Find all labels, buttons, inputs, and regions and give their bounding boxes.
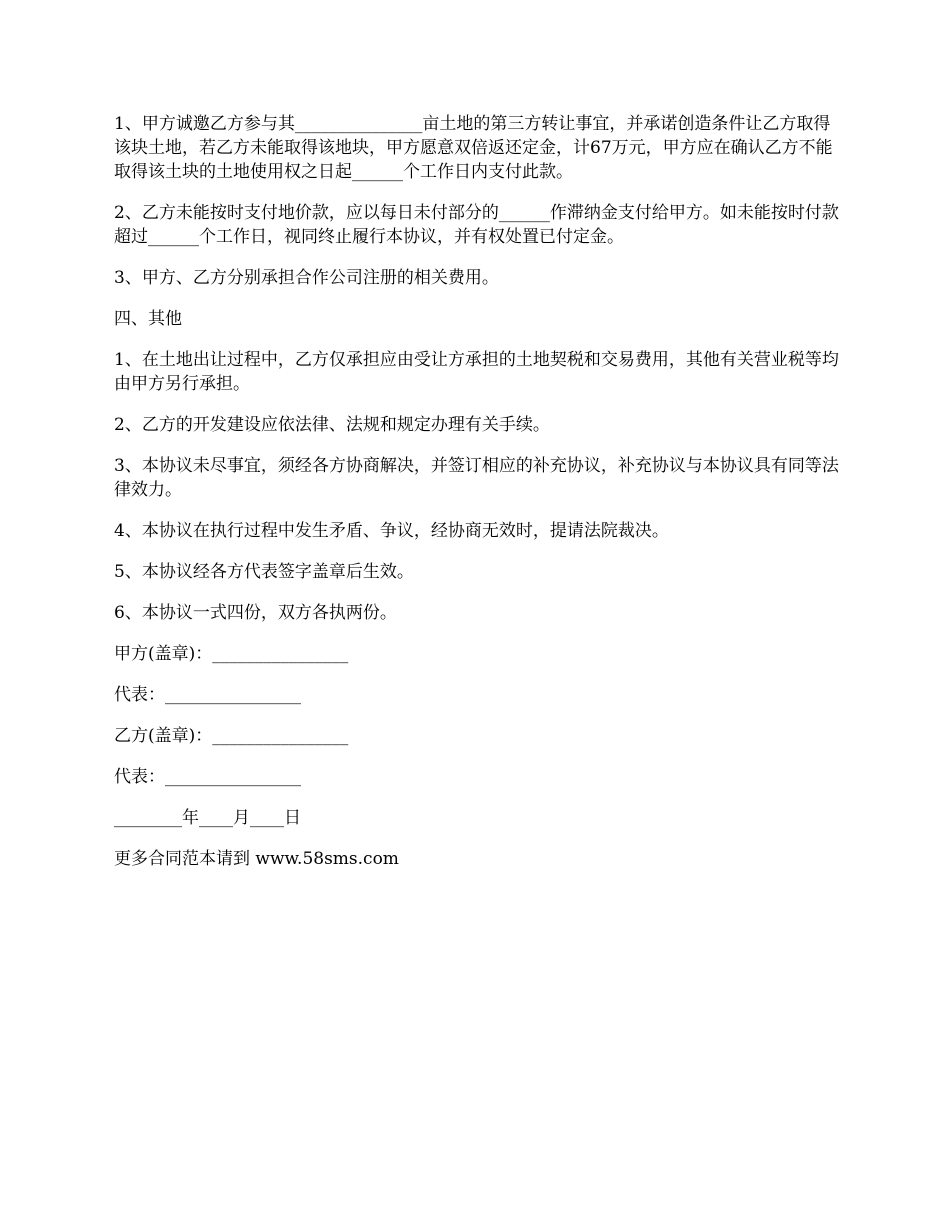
signature-rep-b: 代表：________________ — [114, 767, 301, 787]
section-4-heading: 四、其他 — [114, 309, 182, 329]
signature-party-b: 乙方(盖章)：________________ — [114, 726, 349, 746]
section-4-item-2: 2、乙方的开发建设应依法律、法规和规定办理有关手续。 — [114, 415, 550, 435]
clause-3-1: 1、甲方诚邀乙方参与其_______________亩土地的第三方转让事宜，并承诺创造条件让乙方取得该块土地，若乙方未能取得该地块，甲方愿意双倍返还定金，计67万元，甲方应在确认乙方不能取得该土块的土地使用权之日起______个工作日内支付此款。 — [114, 114, 833, 182]
section-4-item-6: 6、本协议一式四份，双方各执两份。 — [114, 603, 397, 623]
clause-3-3: 3、甲方、乙方分别承担合作公司注册的相关费用。 — [114, 268, 499, 288]
footer-more-link-text: 更多合同范本请到 www.58sms.com — [114, 849, 399, 869]
section-4-item-5: 5、本协议经各方代表签字盖章后生效。 — [114, 562, 414, 582]
signature-rep-a: 代表：________________ — [114, 685, 301, 705]
document-page — [114, 112, 844, 888]
section-4-item-4: 4、本协议在执行过程中发生矛盾、争议，经协商无效时，提请法院裁决。 — [114, 521, 669, 541]
clause-3-2: 2、乙方未能按时支付地价款，应以每日未付部分的______作滞纳金支付给甲方。如未能按时付款超过______个工作日，视同终止履行本协议，并有权处置已付定金。 — [114, 203, 839, 247]
signature-party-a: 甲方(盖章)：________________ — [114, 644, 349, 664]
section-4-item-1: 1、在土地出让过程中，乙方仅承担应由受让方承担的土地契税和交易费用，其他有关营业税等均由甲方另行承担。 — [114, 350, 839, 394]
signature-date: ________年____月____日 — [114, 808, 301, 828]
section-4-item-3: 3、本协议未尽事宜，须经各方协商解决，并签订相应的补充协议，补充协议与本协议具有同等法律效力。 — [114, 456, 839, 500]
